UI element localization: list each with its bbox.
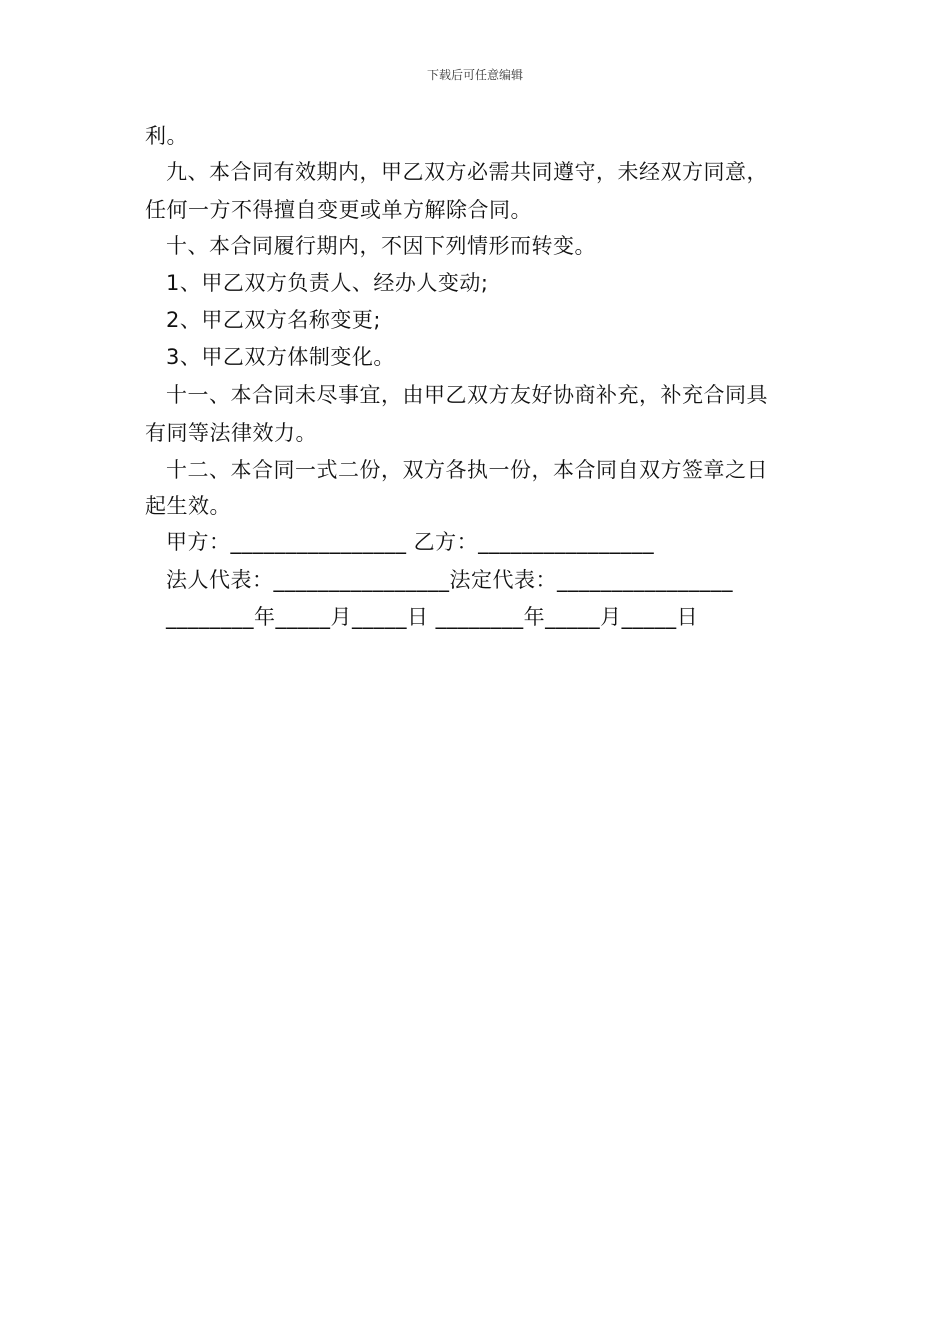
clause-twelve-line-1: 十二、本合同一式二份，双方各执一份，本合同自双方签章之日 xyxy=(166,458,768,482)
clause-eleven-line-2: 有同等法律效力。 xyxy=(145,421,317,445)
clause-ten-item-1: 1、甲乙双方负责人、经办人变动; xyxy=(166,271,489,295)
party-signature-line: 甲方：________________ 乙方：________________ xyxy=(166,530,655,554)
page-header: 下载后可任意编辑 xyxy=(426,68,523,82)
paragraph-line: 利。 xyxy=(145,124,188,148)
representative-signature-line: 法人代表：________________法定代表：________________ xyxy=(166,568,733,592)
clause-eleven-line-1: 十一、本合同未尽事宜，由甲乙双方友好协商补充，补充合同具 xyxy=(166,383,768,407)
clause-ten: 十、本合同履行期内，不因下列情形而转变。 xyxy=(166,234,596,258)
clause-ten-item-2: 2、甲乙双方名称变更; xyxy=(166,308,381,332)
clause-nine-line-2: 任何一方不得擅自变更或单方解除合同。 xyxy=(145,198,532,222)
clause-nine-line-1: 九、本合同有效期内，甲乙双方必需共同遵守，未经双方同意， xyxy=(166,160,768,184)
clause-ten-item-3: 3、甲乙双方体制变化。 xyxy=(166,345,395,369)
date-signature-line: ________年_____月_____日 ________年_____月_____日 xyxy=(166,605,699,629)
clause-twelve-line-2: 起生效。 xyxy=(145,494,231,518)
